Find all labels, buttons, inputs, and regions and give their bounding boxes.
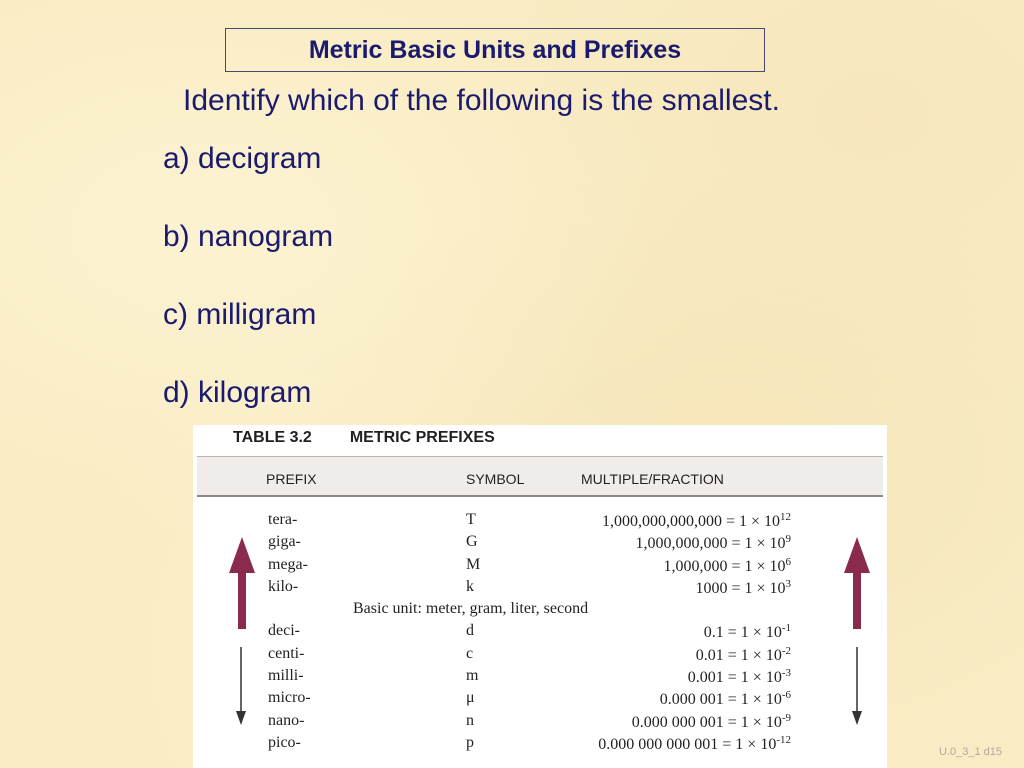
table-row	[193, 710, 887, 732]
multiple-value: 0.1 = 1 × 10	[703, 624, 782, 642]
multiple-cell	[696, 645, 791, 665]
multiple-cell	[635, 533, 791, 553]
multiple-cell	[704, 622, 791, 642]
col-header-prefix: PREFIX	[266, 471, 317, 487]
question-text: Identify which of the following is the smallest.	[183, 84, 780, 117]
arrow-down-icon-right	[849, 647, 865, 725]
table-row	[193, 732, 887, 754]
symbol-cell: k	[466, 577, 474, 595]
table-row	[193, 531, 887, 553]
symbol-cell: μ	[466, 689, 475, 707]
prefix-cell: micro-	[268, 689, 311, 707]
table-number: TABLE 3.2	[233, 429, 312, 446]
col-header-multiple: MULTIPLE/FRACTION	[581, 471, 724, 487]
option-a: a) decigram	[163, 142, 322, 175]
multiple-value: 0.000 000 000 001 = 1 × 10	[598, 735, 777, 753]
symbol-cell: d	[466, 622, 474, 640]
multiple-cell	[598, 734, 791, 754]
prefix-cell: giga-	[268, 533, 301, 551]
prefix-cell: centi-	[268, 644, 305, 662]
option-b: b) nanogram	[163, 220, 334, 253]
symbol-cell: p	[466, 733, 474, 751]
option-d: d) kilogram	[163, 376, 312, 409]
multiple-value: 0.000 001 = 1 × 10	[659, 691, 782, 709]
symbol-cell: c	[466, 644, 474, 662]
arrow-up-icon-right	[844, 537, 870, 629]
arrow-down-icon	[233, 647, 249, 725]
multiple-value: 1,000,000,000,000 = 1 × 10	[601, 513, 780, 530]
table-row	[193, 576, 887, 598]
multiple-value: 1000 = 1 × 10	[695, 579, 786, 597]
table-heading	[233, 429, 495, 447]
multiple-value: 0.001 = 1 × 10	[687, 669, 782, 687]
prefix-cell: deci-	[268, 622, 300, 640]
table-name: METRIC PREFIXES	[349, 429, 495, 446]
exponent: 9	[785, 533, 791, 546]
slide-title: Metric Basic Units and Prefixes	[225, 28, 765, 72]
basic-unit-text: Basic unit: meter, gram, liter, second	[353, 600, 589, 618]
multiple-cell	[602, 511, 791, 531]
exponent: -9	[781, 711, 791, 724]
multiple-value: 1,000,000 = 1 × 10	[663, 557, 786, 575]
metric-prefixes-table	[193, 425, 887, 768]
prefix-cell: tera-	[268, 511, 298, 528]
arrow-up-left-icon-shape	[229, 537, 255, 629]
slide-footer: U.0_3_1 d15	[939, 746, 1002, 758]
multiple-cell	[632, 712, 791, 732]
symbol-cell: m	[466, 667, 479, 685]
exponent: -3	[781, 667, 791, 680]
exponent: 6	[785, 555, 791, 568]
prefix-cell: pico-	[268, 733, 301, 751]
exponent: 12	[780, 511, 791, 523]
symbol-cell: M	[466, 555, 481, 573]
table-row	[193, 687, 887, 709]
multiple-value: 0.01 = 1 × 10	[695, 646, 782, 664]
small-prefix-rows	[193, 620, 887, 754]
prefix-cell: milli-	[268, 667, 304, 685]
option-c: c) milligram	[163, 298, 317, 331]
prefix-cell: mega-	[268, 555, 308, 573]
prefix-cell: kilo-	[268, 577, 299, 595]
table-row	[193, 643, 887, 665]
exponent: -6	[781, 689, 791, 702]
multiple-cell	[660, 689, 791, 709]
symbol-cell: n	[466, 711, 474, 729]
prefix-cell: nano-	[268, 711, 305, 729]
multiple-value: 0.000 000 001 = 1 × 10	[631, 713, 782, 731]
exponent: -12	[776, 733, 791, 746]
table-row	[193, 620, 887, 642]
large-prefix-rows	[193, 509, 887, 598]
table-rows	[193, 509, 887, 754]
symbol-cell: G	[466, 533, 478, 551]
basic-unit-row	[193, 598, 887, 620]
symbol-cell: T	[466, 511, 476, 528]
arrow-up-icon	[229, 537, 255, 629]
exponent: -2	[781, 644, 791, 657]
multiple-cell	[688, 667, 791, 687]
table-row	[193, 554, 887, 576]
exponent: 3	[785, 577, 791, 590]
multiple-cell	[663, 556, 791, 576]
table-row	[193, 509, 887, 531]
multiple-cell	[695, 578, 791, 598]
multiple-value: 1,000,000,000 = 1 × 10	[635, 535, 786, 553]
col-header-symbol: SYMBOL	[466, 471, 525, 487]
exponent: -1	[781, 622, 791, 635]
table-row	[193, 665, 887, 687]
arrow-up-right-icon-shape	[844, 537, 870, 629]
